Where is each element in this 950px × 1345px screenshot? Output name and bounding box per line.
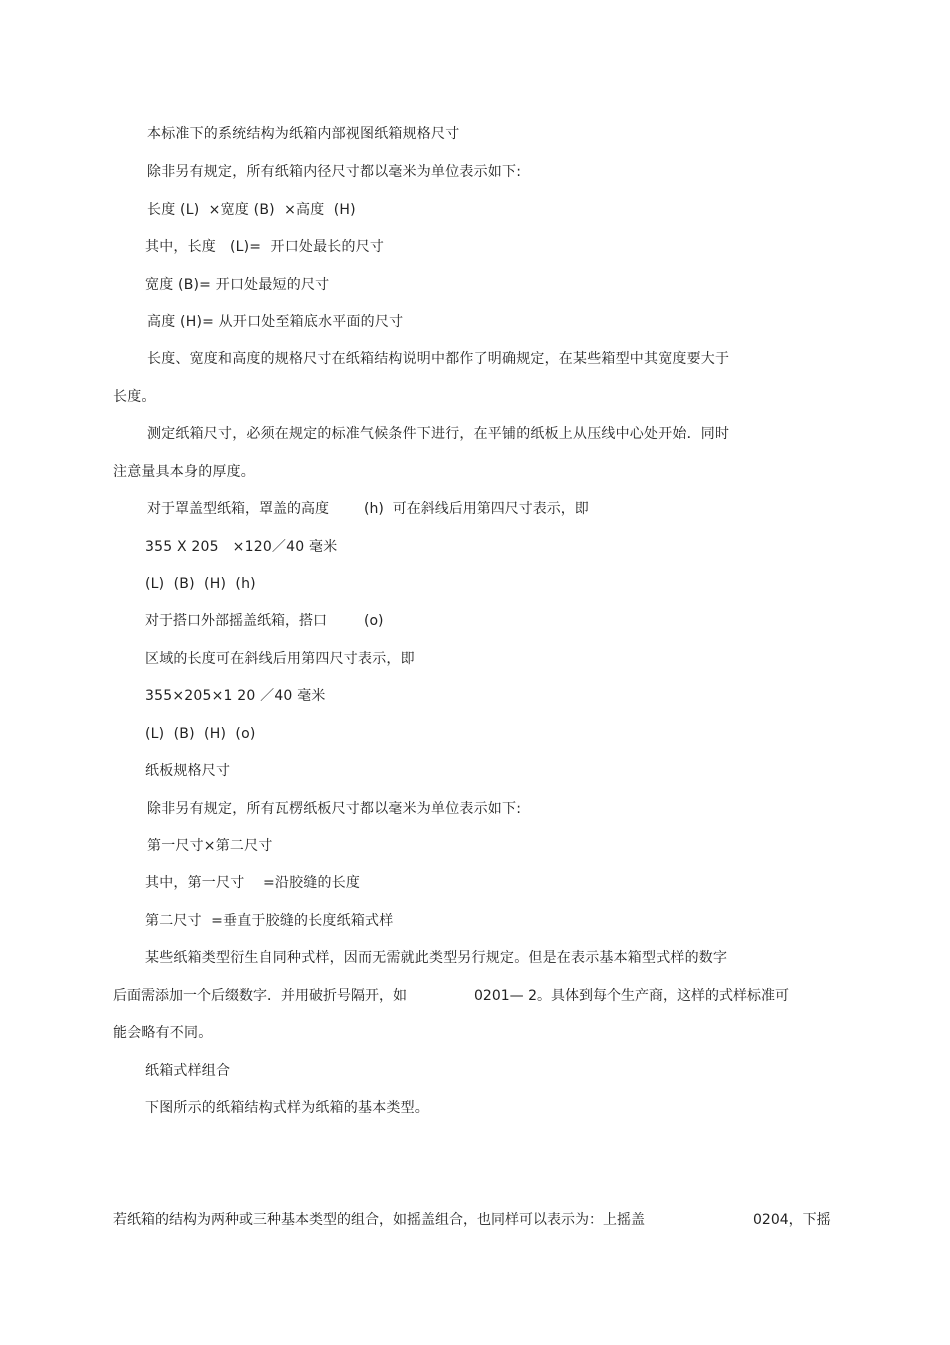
- paragraph-line-part: (h) 可在斜线后用第四尺寸表示，即: [364, 501, 589, 517]
- paragraph-line-part: 对于搭口外部摇盖纸箱，搭口: [145, 613, 327, 629]
- paragraph-line: 宽度 (B)= 开口处最短的尺寸: [145, 277, 330, 293]
- paragraph-line: 除非另有规定，所有纸箱内径尺寸都以毫米为单位表示如下:: [147, 164, 522, 180]
- paragraph-line: 长度。: [113, 389, 156, 405]
- section-heading: 纸箱式样组合: [145, 1063, 231, 1079]
- paragraph-line-part: 0204，下摇: [753, 1212, 831, 1228]
- paragraph-line-part: 后面需添加一个后缀数字．并用破折号隔开，如: [113, 988, 407, 1004]
- paragraph-line: 下图所示的纸箱结构式样为纸箱的基本类型。: [145, 1100, 429, 1116]
- paragraph-line-part: 0201— 2。具体到每个生产商，这样的式样标准可: [474, 988, 789, 1004]
- dimension-legend: (L) (B) (H) (o): [145, 726, 256, 742]
- paragraph-line-part: (o): [364, 613, 384, 629]
- paragraph-line: 其中，第一尺寸 =沿胶缝的长度: [145, 875, 361, 891]
- paragraph-line: 高度 (H)= 从开口处至箱底水平面的尺寸: [147, 314, 404, 330]
- paragraph-line: 能会略有不同。: [113, 1025, 213, 1041]
- paragraph-line: 除非另有规定，所有瓦楞纸板尺寸都以毫米为单位表示如下:: [147, 801, 522, 817]
- dimension-legend: (L) (B) (H) (h): [145, 576, 256, 592]
- paragraph-line: 长度 (L) ×宽度 (B) ×高度 (H): [147, 202, 356, 218]
- dimension-example: 355×205×1 20 ／40 毫米: [145, 688, 326, 704]
- paragraph-line: 某些纸箱类型衍生自同种式样，因而无需就此类型另行规定。但是在表示基本箱型式样的数字: [145, 950, 728, 966]
- paragraph-line: 测定纸箱尺寸，必须在规定的标准气候条件下进行，在平铺的纸板上从压线中心处开始．同时: [147, 426, 730, 442]
- paragraph-line: 第一尺寸×第二尺寸: [147, 838, 273, 854]
- section-heading: 纸板规格尺寸: [145, 763, 231, 779]
- paragraph-line: 本标准下的系统结构为纸箱内部视图纸箱规格尺寸: [147, 126, 460, 142]
- paragraph-line-part: 若纸箱的结构为两种或三种基本类型的组合，如摇盖组合，也同样可以表示为：上摇盖: [113, 1212, 645, 1228]
- paragraph-line: 区域的长度可在斜线后用第四尺寸表示，即: [145, 651, 415, 667]
- paragraph-line: 第二尺寸 =垂直于胶缝的长度纸箱式样: [145, 913, 394, 929]
- paragraph-line: 其中，长度 (L)= 开口处最长的尺寸: [145, 239, 385, 255]
- paragraph-line: 长度、宽度和高度的规格尺寸在纸箱结构说明中都作了明确规定，在某些箱型中其宽度要大于: [147, 351, 730, 367]
- dimension-example: 355 X 205 ×120／40 毫米: [145, 539, 338, 555]
- paragraph-line: 注意量具本身的厚度。: [113, 464, 255, 480]
- paragraph-line-part: 对于罩盖型纸箱，罩盖的高度: [147, 501, 329, 517]
